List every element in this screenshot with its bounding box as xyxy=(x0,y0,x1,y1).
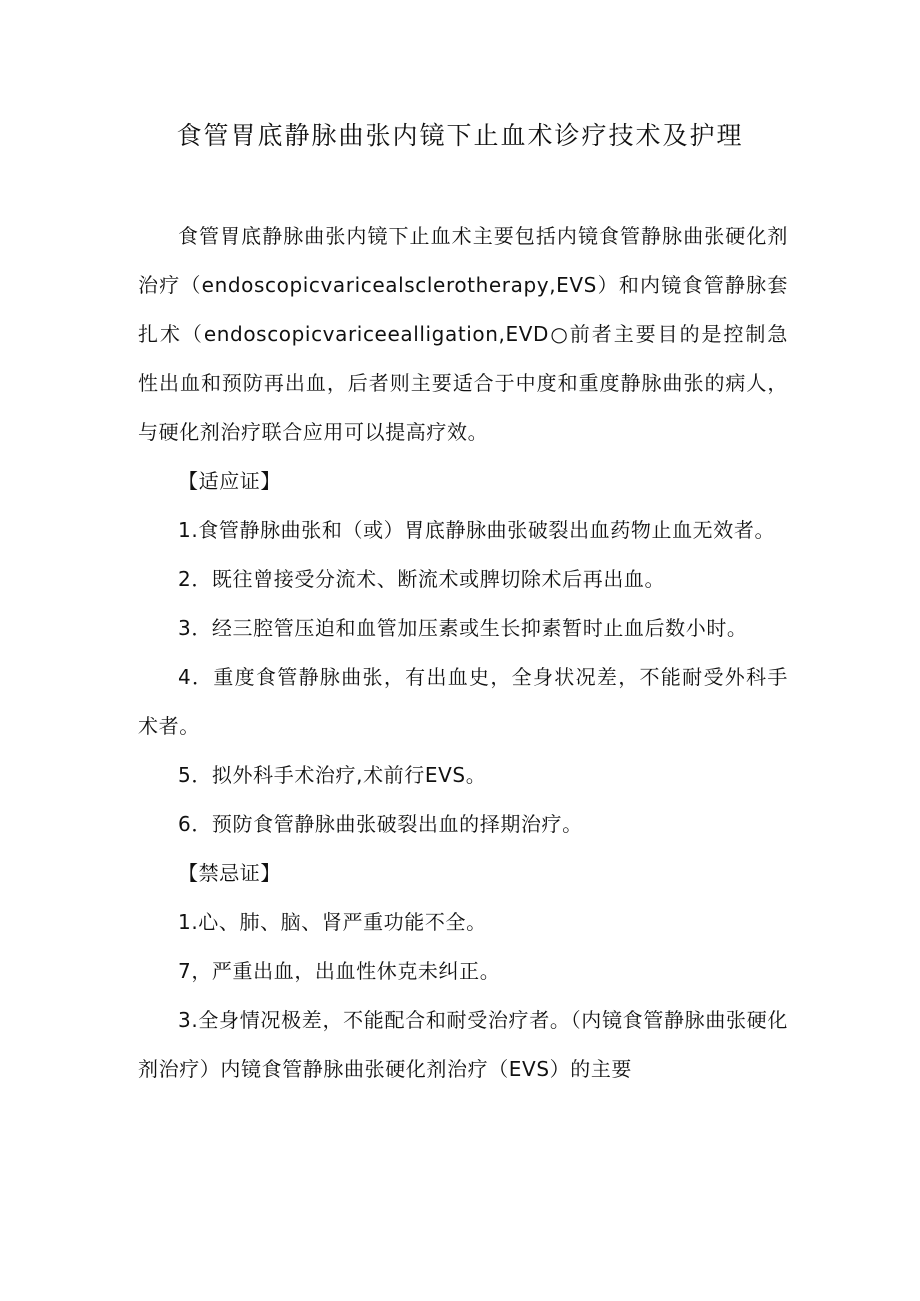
contraindication-item-1: 1.心、肺、脑、肾严重功能不全。 xyxy=(178,910,487,934)
document-body xyxy=(138,212,788,1094)
document-title: 食管胃底静脉曲张内镜下止血术诊疗技术及护理 xyxy=(176,121,744,150)
indication-item-1: 1.食管静脉曲张和（或）胃底静脉曲张破裂出血药物止血无效者。 xyxy=(178,518,776,542)
indications-heading: 【适应证】 xyxy=(178,469,281,493)
contraindication-item-3: 3.全身情况极差，不能配合和耐受治疗者。（内镜食管静脉曲张硬化剂治疗）内镜食管静脉曲张硬化剂治疗（EVS）的主要 xyxy=(138,1008,788,1081)
contraindication-item-2: 7，严重出血，出血性休克未纠正。 xyxy=(178,959,501,983)
indication-item-5: 5．拟外科手术治疗,术前行EVS。 xyxy=(178,763,487,787)
intro-paragraph: 食管胃底静脉曲张内镜下止血术主要包括内镜食管静脉曲张硬化剂治疗（endoscopicvaricealsclerotherapy,EVS）和内镜食管静脉套扎术（endoscopicvariceealligation,EVD○前者主要目的是控制急性出血和预防再出血，后者则主要适合于中度和重度静脉曲张的病人，与硬化剂治疗联合应用可以提高疗效。 xyxy=(138,224,788,444)
contraindications-heading: 【禁忌证】 xyxy=(178,861,281,885)
indication-item-3: 3．经三腔管压迫和血管加压素或生长抑素暂时止血后数小时。 xyxy=(178,616,748,640)
indication-item-4: 4．重度食管静脉曲张，有出血史，全身状况差，不能耐受外科手术者。 xyxy=(138,665,788,738)
indication-item-6: 6．预防食管静脉曲张破裂出血的择期治疗。 xyxy=(178,812,583,836)
indication-item-2: 2．既往曾接受分流术、断流术或脾切除术后再出血。 xyxy=(178,567,666,591)
